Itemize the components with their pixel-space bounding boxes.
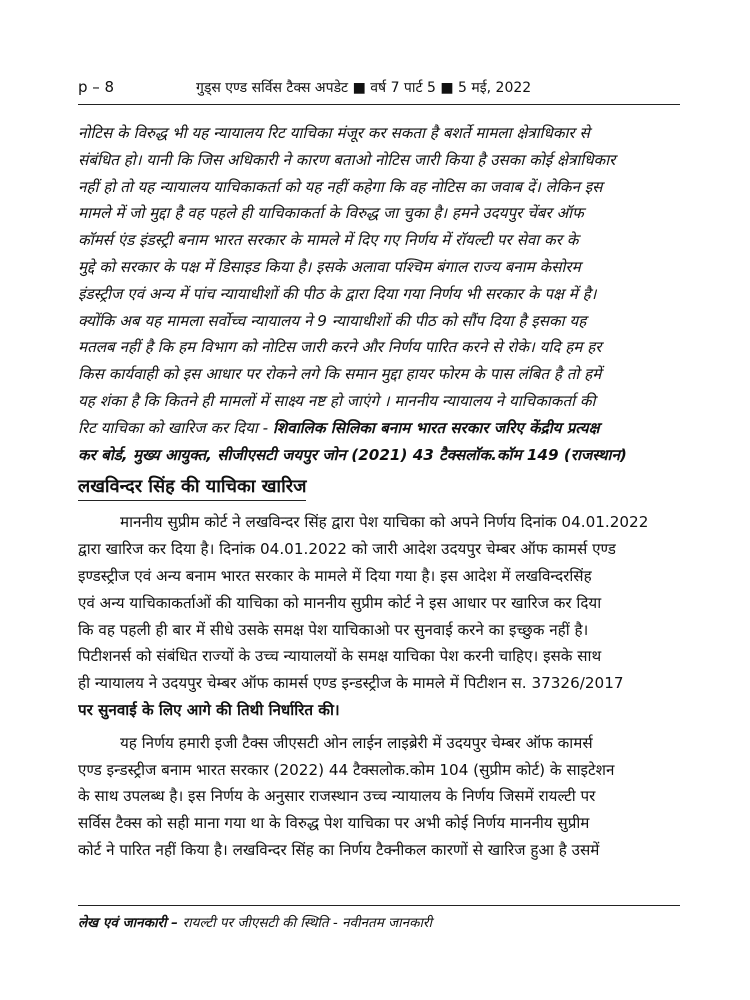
- text-line: सर्विस टैक्स को सही माना गया था के विरुद्ध पेश याचिका पर अभी कोई निर्णय माननीय सुप्रीम: [78, 814, 590, 833]
- text-line: यह निर्णय हमारी इजी टैक्स जीएसटी ओन लाईन लाइब्रेरी में उदयपुर चेम्बर ऑफ कामर्स: [120, 733, 593, 752]
- running-title: गुड्स एण्ड सर्विस टैक्स अपडेट ■ वर्ष 7 पार्ट 5 ■ 5 मई, 2022: [196, 80, 532, 96]
- text-line: इण्डस्ट्रीज एवं अन्य बनाम भारत सरकार के मामले में दिया गया है। इस आदेश में लखविन्दरसिंह: [78, 566, 592, 585]
- citation-lead: रिट याचिका को खारिज कर दिया -: [78, 418, 273, 437]
- citation-line: [78, 415, 680, 442]
- text-line: पिटीशनर्स को संबंधित राज्यों के उच्च न्यायालयों के समक्ष याचिका पेश करनी चाहिए। इसके साथ: [78, 647, 602, 666]
- text-line: कि वह पहली ही बार में सीधे उसके समक्ष पेश याचिकाओ पर सुनवाई करने का इच्छुक नहीं है।: [78, 620, 589, 639]
- text-line: नोटिस के विरुद्ध भी यह न्यायालय रिट याचिका मंजूर कर सकता है बशर्ते मामला क्षेत्राधिकार से: [78, 124, 590, 142]
- text-line: मतलब नहीं है कि हम विभाग को नोटिस जारी करने और निर्णय पारित करने से रोके। यदि हम हर: [78, 338, 602, 357]
- page-number: p – 8: [78, 78, 115, 96]
- text-line: मुद्दे को सरकार के पक्ष में डिसाइड किया है। इसके अलावा पश्चिम बंगाल राज्य बनाम केसोरम: [78, 257, 581, 276]
- text-line: माननीय सुप्रीम कोर्ट ने लखविन्दर सिंह द्वारा पेश याचिका को अपने निर्णय दिनांक 04.01.2022: [120, 513, 649, 532]
- page-footer: [78, 905, 680, 931]
- intro-paragraph: [78, 120, 680, 468]
- footer-label: लेख एवं जानकारी –: [78, 915, 183, 931]
- text-line: द्वारा खारिज कर दिया है। दिनांक 04.01.2022 को जारी आदेश उदयपुर चेम्बर ऑफ कामर्स एण्ड: [78, 540, 616, 559]
- page-header: [78, 70, 680, 105]
- text-line: एवं अन्य याचिकाकर्ताओं की याचिका को माननीय सुप्रीम कोर्ट ने इस आधार पर खारिज कर दिया: [78, 593, 602, 612]
- section-heading: लखविन्दर सिंह की याचिका खारिज: [78, 474, 306, 501]
- text-line: के साथ उपलब्ध है। इस निर्णय के अनुसार राजस्थान उच्च न्यायालय के निर्णय जिसमें रायल्टी पर: [78, 787, 596, 806]
- case-citation-cont: कर बोर्ड, मुख्य आयुक्त, सीजीएसटी जयपुर जोन (2021) 43 टैक्सलॉक.कॉम 149 (राजस्थान): [78, 445, 627, 464]
- text-line: यह शंका है कि कितने ही मामलों में साक्ष्य नष्ट हो जाएंगे । माननीय न्यायालय ने याचिकाकर्ता की: [78, 391, 596, 410]
- paragraph-2: [78, 730, 680, 864]
- article-body: [78, 120, 680, 864]
- text-line: कॉमर्स एंड इंडस्ट्री बनाम भारत सरकार के मामले में दिए गए निर्णय में रॉयल्टी पर सेवा कर के: [78, 231, 579, 250]
- text-line: क्योंकि अब यह मामला सर्वोच्च न्यायालय ने 9 न्यायाधीशों की पीठ को सौंप दिया है इसका यह: [78, 311, 587, 330]
- text-line: पर सुनवाई के लिए आगे की तिथी निर्धारित की।: [78, 700, 340, 719]
- text-line: इंडस्ट्रीज एवं अन्य में पांच न्यायाधीशों की पीठ के द्वारा दिया गया निर्णय भी सरकार के पक्ष में है।: [78, 284, 597, 303]
- text-line: संबंधित हो। यानी कि जिस अधिकारी ने कारण बताओ नोटिस जारी किया है उसका कोई क्षेत्राधिकार: [78, 150, 616, 169]
- text-line: कोर्ट ने पारित नहीं किया है। लखविन्दर सिंह का निर्णय टैक्नीकल कारणों से खारिज हुआ है उसमें: [78, 840, 600, 859]
- text-line: ही न्यायालय ने उदयपुर चेम्बर ऑफ कामर्स एण्ड इन्डस्ट्रीज के मामले में पिटीशन स. 37326/2017: [78, 674, 624, 693]
- text-line: एण्ड इन्डस्ट्रीज बनाम भारत सरकार (2022) 44 टैक्सलोक.कोम 104 (सुप्रीम कोर्ट) के साइटेशन: [78, 760, 615, 779]
- text-line: मामले में जो मुद्दा है वह पहले ही याचिकाकर्ता के विरुद्ध जा चुका है। हमने उदयपुर चेंबर ऑफ: [78, 204, 584, 223]
- footer-text: रायल्टी पर जीएसटी की स्थिति - नवीनतम जानकारी: [182, 915, 432, 931]
- case-citation: शिवालिक सिलिका बनाम भारत सरकार जरिए केंद्रीय प्रत्यक्ष: [272, 418, 600, 437]
- text-line: किस कार्यवाही को इस आधार पर रोकने लगे कि समान मुद्दा हायर फोरम के पास लंबित है तो हमें: [78, 365, 602, 384]
- paragraph-1: [78, 509, 680, 723]
- text-line: नहीं हो तो यह न्यायालय याचिकाकर्ता को यह नहीं कहेगा कि वह नोटिस का जवाब दें। लेकिन इस: [78, 177, 603, 196]
